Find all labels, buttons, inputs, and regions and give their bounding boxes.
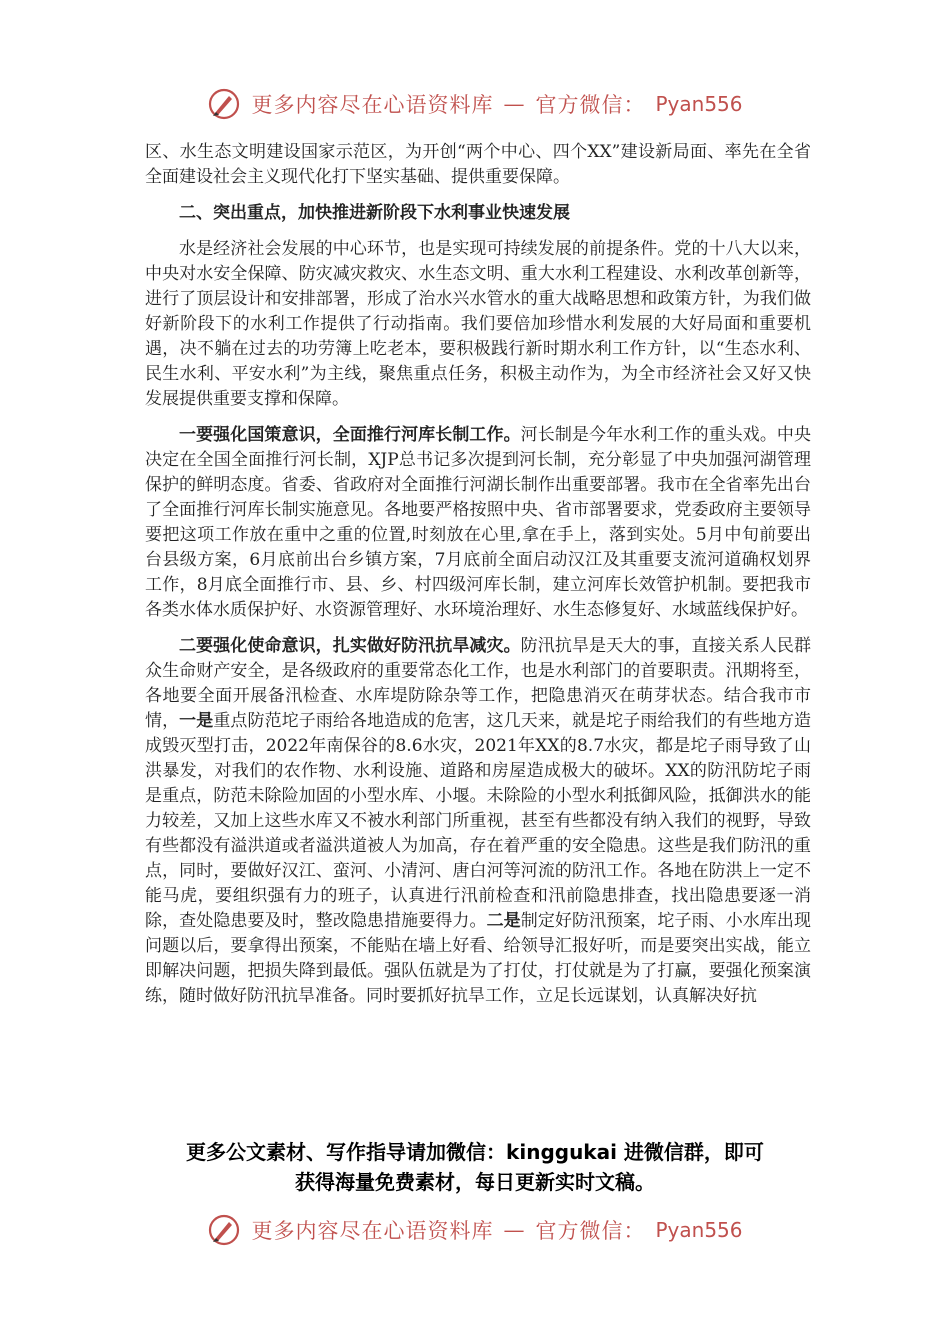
paragraph-3-lead: 二要强化使命意识，扎实做好防汛抗旱减灾。 bbox=[179, 636, 521, 656]
section-heading: 二、突出重点，加快推进新阶段下水利事业快速发展 bbox=[179, 203, 570, 223]
banner-dash: — bbox=[503, 92, 526, 116]
pen-logo-icon bbox=[207, 87, 241, 121]
paragraph-3-mark-1: 一是 bbox=[179, 711, 214, 731]
paragraph-3 bbox=[145, 634, 811, 1009]
footer-banner bbox=[0, 1210, 950, 1250]
promo-line-1: 更多公文素材、写作指导请加微信：kinggukai 进微信群，即可 bbox=[186, 1140, 764, 1164]
banner-wechat-id: Pyan556 bbox=[655, 92, 743, 116]
footer-banner-dash: — bbox=[503, 1218, 526, 1242]
paragraph-1: 水是经济社会发展的中心环节，也是实现可持续发展的前提条件。党的十八大以来，中央对水安全保障、防灾减灾救灾、水生态文明、重大水利工程建设、水利改革创新等，进行了顶层设计和安排部署，形成了治水兴水管水的重大战略思想和政策方针，为我们做好新阶段下的水利工作提供了行动指南。我们要倍加珍惜水利发展的大好局面和重要机遇，决不躺在过去的功劳簿上吃老本，要积极践行新时期水利工作方针，以“生态水利、民生水利、平安水利”为主线，聚焦重点任务，积极主动作为，为全市经济社会又好又快发展提供重要支撑和保障。 bbox=[145, 239, 811, 409]
footer-banner-title: 更多内容尽在心语资料库 bbox=[251, 1219, 494, 1243]
paragraph-2-lead: 一要强化国策意识，全面推行河库长制工作。 bbox=[179, 425, 521, 445]
paragraph-3-mark-2: 二是 bbox=[486, 911, 521, 931]
intro-continuation: 区、水生态文明建设国家示范区，为开创“两个中心、四个XX”建设新局面、率先在全省全面建设社会主义现代化打下坚实基础、提供重要保障。 bbox=[145, 142, 811, 187]
paragraph-3-body-2: 重点防范坨子雨给各地造成的危害，这几天来，就是坨子雨给我们的有些地方造成毁灭型打击，2022年南保谷的8.6水灾，2021年XX的8.7水灾，都是坨子雨导致了山洪暴发，对我们的农作物、水利设施、道路和房屋造成极大的破坏。XX的防汛防坨子雨是重点，防范未除险加固的小型水库、小堰。未除险的小型水利抵御风险，抵御洪水的能力较差，又加上这些水库又不被水利部门所重视，甚至有些都没有纳入我们的视野，导致有些都没有溢洪道或者溢洪道被人为加高，存在着严重的安全隐患。这些是我们防汛的重点，同时，要做好汉江、蛮河、小清河、唐白河等河流的防汛工作。各地在防洪上一定不能马虎，要组织强有力的班子，认真进行汛前检查和汛前隐患排查，找出隐患要逐一消除，查处隐患要及时，整改隐患措施要得力。 bbox=[145, 711, 812, 931]
footer-banner-wechat-id: Pyan556 bbox=[655, 1218, 743, 1242]
banner-title: 更多内容尽在心语资料库 bbox=[251, 93, 494, 117]
banner-official: 官方微信： bbox=[535, 93, 646, 117]
pen-logo-icon bbox=[207, 1213, 241, 1247]
paragraph-3-body-1: 防汛抗旱是天大的事，直接关系人民群众生命财产安全，是各级政府的重要常态化工作，也是水利部门的首要职责。汛期将至，各地要全面开展备汛检查、水库堤防除杂等工作，把隐患消灭在萌芽状态。结合我市市情， bbox=[145, 636, 812, 731]
paragraph-3-body-3: 制定好防汛预案，坨子雨、小水库出现问题以后，要拿得出预案，不能贴在墙上好看、给领导汇报好听，而是要突出实战，能立即解决问题，把损失降到最低。强队伍就是为了打仗，打仗就是为了打赢，要强化预案演练，随时做好防汛抗旱准备。同时要抓好抗旱工作，立足长远谋划，认真解决好抗 bbox=[145, 911, 812, 1006]
document-body bbox=[145, 140, 811, 1009]
promo-line-2: 获得海量免费素材，每日更新实时文稿。 bbox=[295, 1170, 655, 1194]
footer-banner-official: 官方微信： bbox=[535, 1219, 646, 1243]
promo-notice bbox=[0, 1137, 950, 1197]
paragraph-2-body: 河长制是今年水利工作的重头戏。中央决定在全国全面推行河长制，XJP总书记多次提到河长制，充分彰显了中央加强河湖管理保护的鲜明态度。省委、省政府对全面推行河湖长制作出重要部署。我市在全省率先出台了全面推行河库长制实施意见。各地要严格按照中央、省市部署要求，党委政府主要领导要把这项工作放在重中之重的位置,时刻放在心里,拿在手上，落到实处。5月中旬前要出台县级方案，6月底前出台乡镇方案，7月底前全面启动汉江及其重要支流河道确权划界工作，8月底全面推行市、县、乡、村四级河库长制，建立河库长效管护机制。要把我市各类水体水质保护好、水资源管理好、水环境治理好、水生态修复好、水域蓝线保护好。 bbox=[145, 425, 812, 620]
header-banner bbox=[0, 84, 950, 124]
paragraph-2 bbox=[145, 423, 811, 623]
